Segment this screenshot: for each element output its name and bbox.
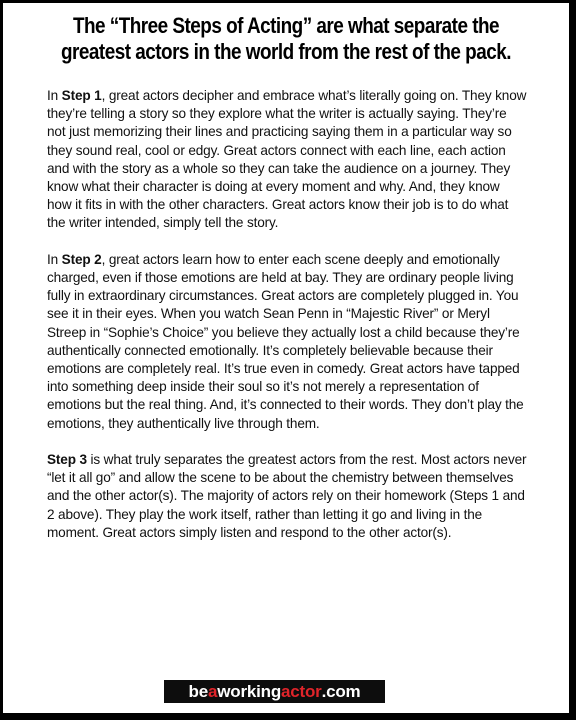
step-label: Step 2 — [61, 251, 102, 267]
headline — [43, 13, 530, 65]
headline-line-1: The “Three Steps of Acting” are what separate the — [72, 13, 500, 38]
paragraph-step-1 — [47, 87, 527, 233]
paragraph-step-2 — [47, 251, 527, 433]
logo-part-accent: actor — [281, 681, 322, 701]
headline-line-2: greatest actors in the world from the rest of the pack. — [61, 39, 511, 64]
paragraph-text: is what truly separates the greatest actors from the rest. Most actors never “let it all go” and allow the scene to be about the chemistry between themselves and the other actor(s). The majority of actors rely on their homework (Steps 1 and 2 above). They play the work itself, rather than letting it go and living in the moment. Great actors simply listen and respond to the other actor(s). — [47, 452, 527, 540]
paragraph-text: , great actors decipher and embrace what’s literally going on. They know they’re telling a story so they explore what the writer is actually saying. They’re not just memorizing their lines and practicing saying them in a particular way so they sound real, cool or edgy. Great actors connect with each line, each action and with the story as a whole so they can take the audience on a journey. They know what their character is doing at every moment and why. And, they know how it fits in with the other characters. Great actors know their job is to do what the writer intended, simply tell the story. — [47, 88, 527, 231]
logo-part: be — [188, 681, 208, 701]
beaworkingactor-logo — [164, 680, 385, 703]
paragraph-lead: In — [47, 251, 62, 267]
paragraph-lead: In — [47, 88, 62, 103]
step-label: Step 1 — [61, 88, 102, 103]
step-label: Step 3 — [47, 452, 87, 468]
article-body — [47, 87, 527, 560]
logo-part: .com — [321, 681, 361, 701]
logo-part: working — [217, 681, 282, 701]
paragraph-text: , great actors learn how to enter each scene deeply and emotionally charged, even if those emotions are held at bay. They are ordinary people living fully in extraordinary circumstances. Great actors are completely plugged in. You see it in their eyes. When you watch Sean Penn in “Majestic River” or Meryl Streep in “Sophie’s Choice” you believe they actually lost a child because they’re authentically connected emotionally. It’s completely believable because their emotions are completely real. It’s true even in comedy. Great actors have tapped into something deep inside their soul so it’s not merely a representation of emotions but the real thing. And, it’s connected to their words. They don’t play the emotions, they authentically live through them. — [47, 251, 524, 431]
paragraph-step-3 — [47, 451, 527, 542]
logo-part-accent: a — [207, 681, 218, 701]
